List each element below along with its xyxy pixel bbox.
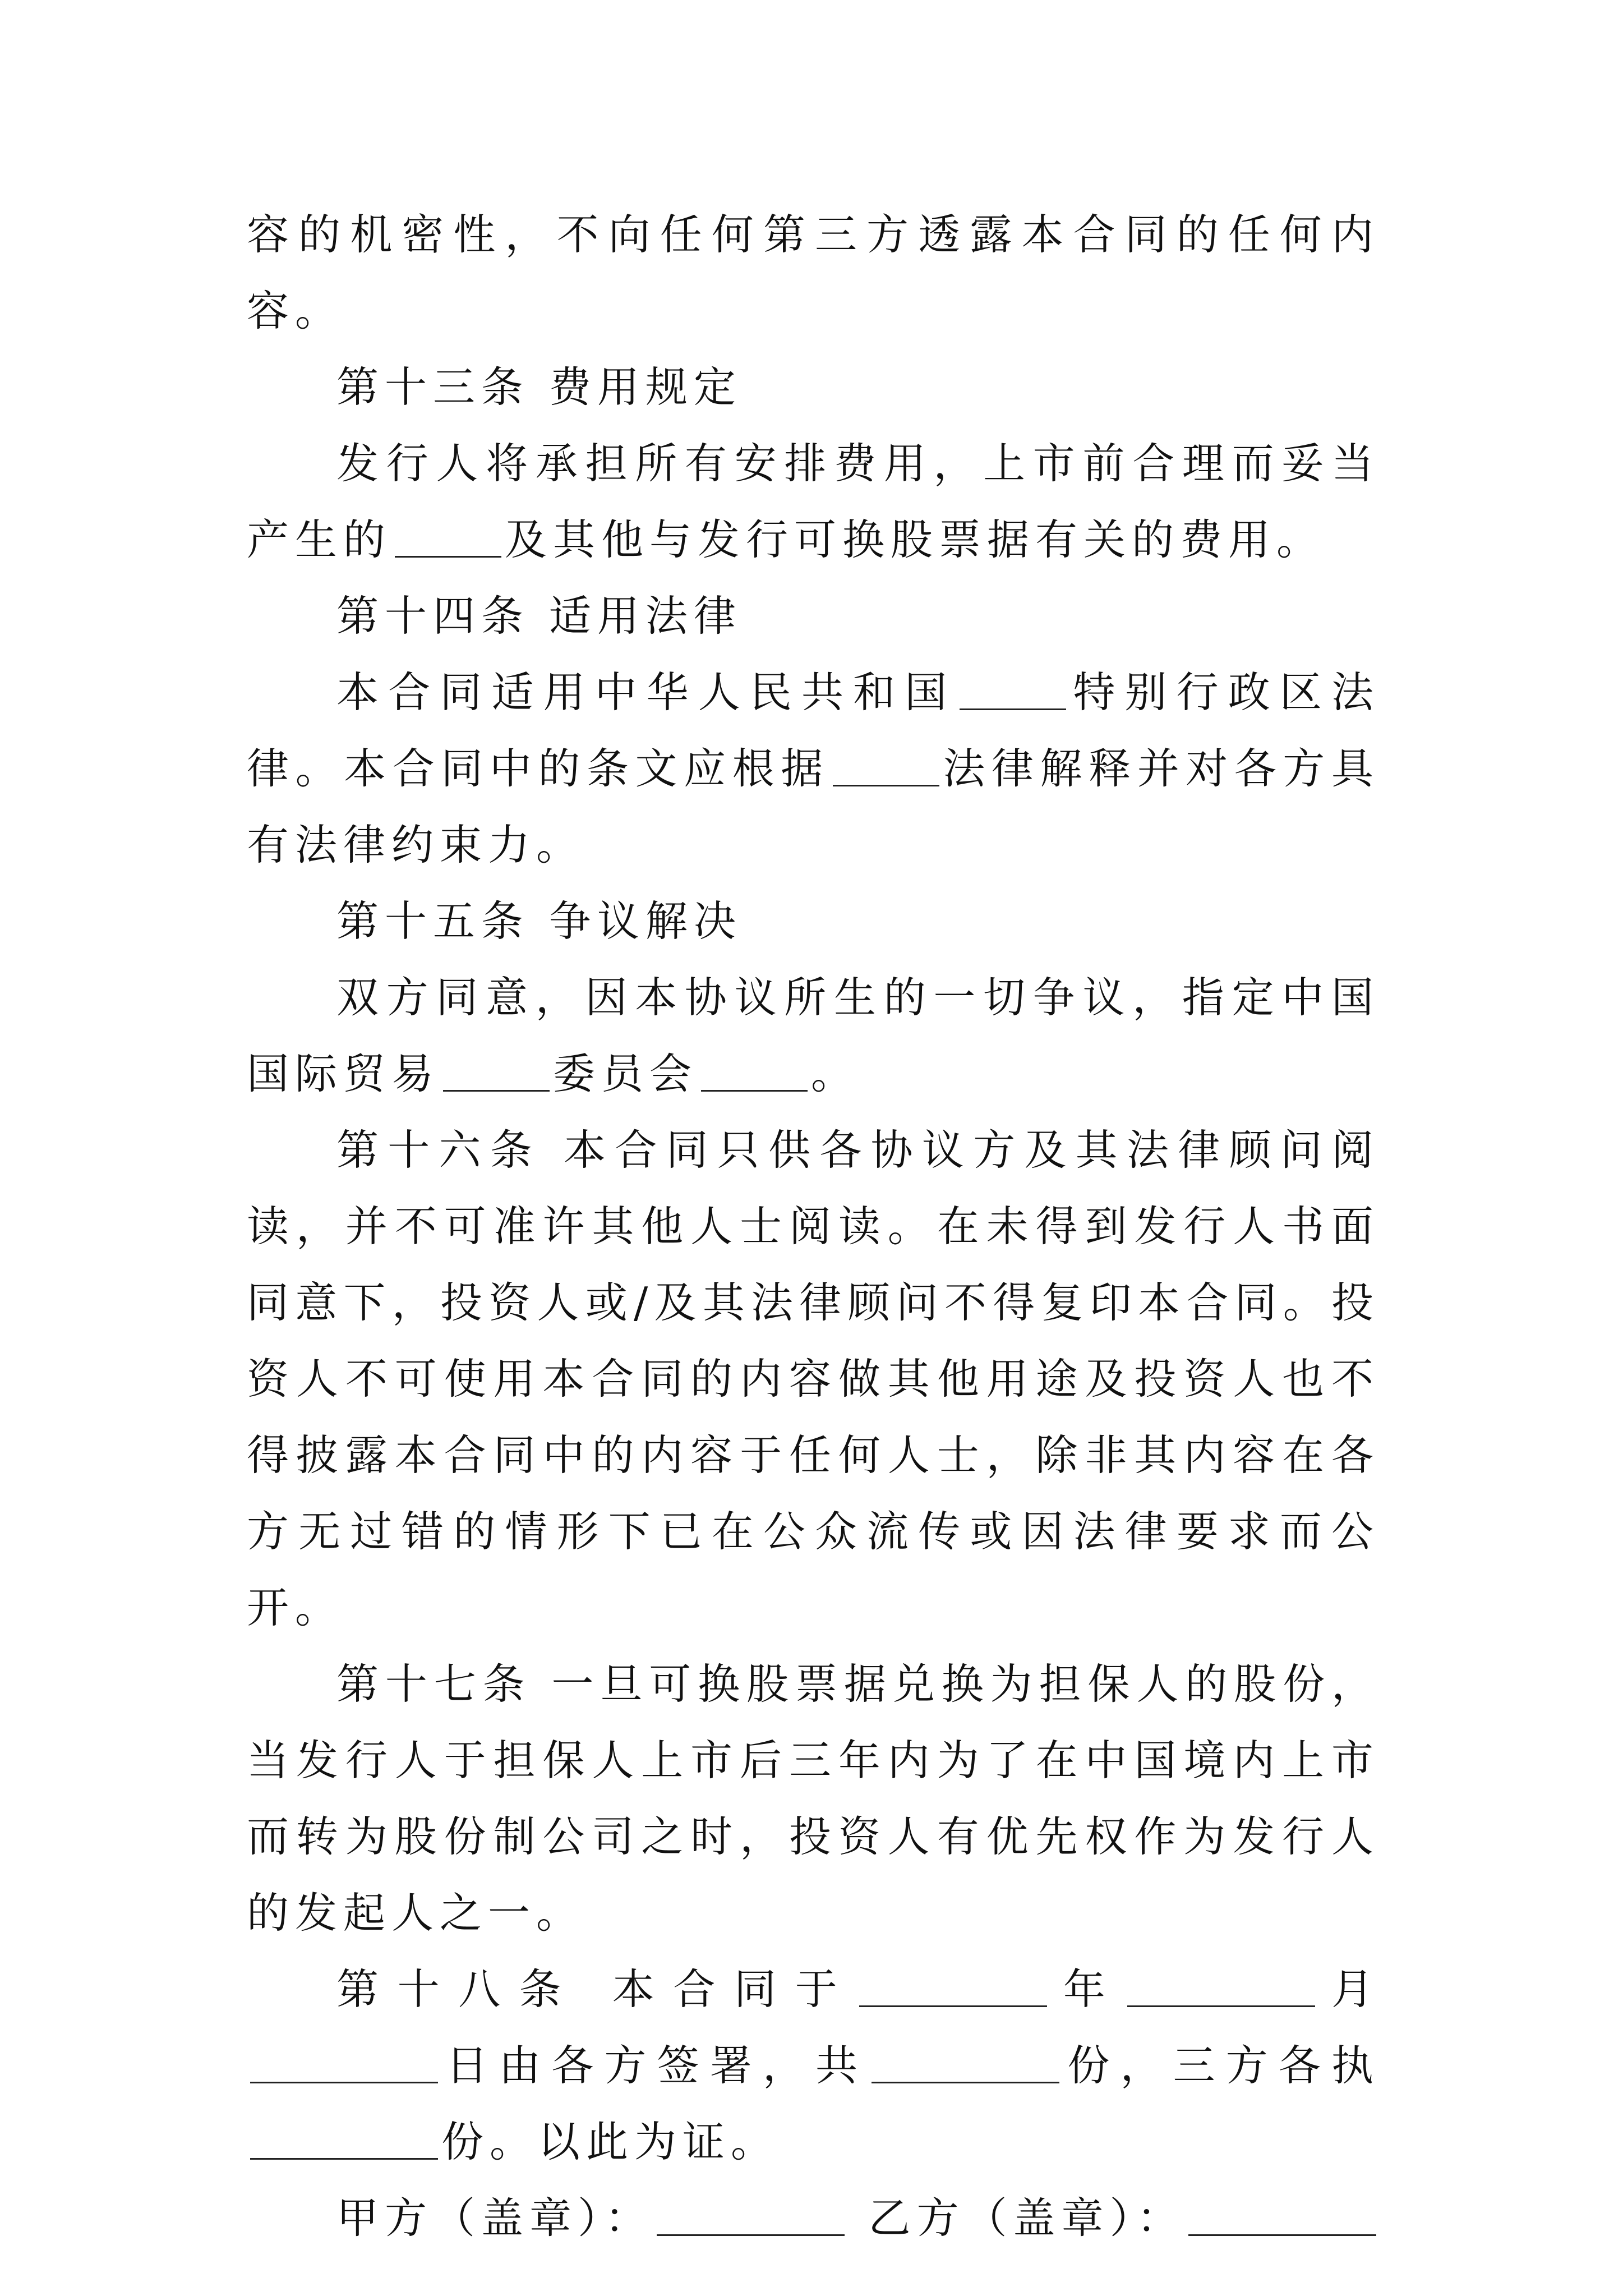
article-text: 份。以此为证。 — [441, 2117, 780, 2166]
party-a-seal-blank — [657, 2192, 845, 2236]
fill-blank — [833, 743, 939, 786]
fill-blank-year — [859, 1963, 1047, 2007]
article-text: 发行人将承担所有安排费用，上市前合理而妥当产生的 — [247, 439, 1380, 564]
article-15-body — [247, 959, 1380, 1112]
article-text: 。 — [811, 1049, 860, 1098]
paragraph-confidentiality-end — [247, 196, 1380, 349]
signature-row — [247, 2180, 1380, 2256]
article-text: 委员会 — [553, 1049, 698, 1098]
fill-blank-month — [1127, 1963, 1315, 2007]
document-body — [247, 196, 1380, 2256]
article-heading-text: 第十三条 费用规定 — [336, 362, 742, 412]
fill-blank — [443, 1048, 550, 1092]
article-13-heading — [247, 349, 1380, 425]
article-18 — [247, 1951, 1380, 2180]
article-text: 年 — [1050, 1964, 1124, 2014]
party-b-signature — [868, 2180, 1380, 2256]
fill-blank — [395, 514, 501, 558]
party-b-label: 乙方（盖章）： — [868, 2193, 1185, 2243]
article-13-body — [247, 425, 1380, 578]
article-text: 法律解释并对各方具有法律约束力。 — [247, 744, 1380, 869]
article-text: 月 — [1318, 1964, 1380, 2014]
article-text: 及其他与发行可换股票据有关的费用。 — [505, 515, 1325, 564]
article-14-heading — [247, 578, 1380, 654]
article-16 — [247, 1112, 1380, 1646]
fill-blank-copies — [872, 2040, 1059, 2083]
article-text: 第十七条 一旦可换股票据兑换为担保人的股份，当发行人于担保人上市后三年内为了在中国境内上市而转为股份制公司之时，投资人有优先权作为发行人的发起人之一。 — [247, 1659, 1380, 1938]
article-text: 第十八条 本合同于 — [336, 1964, 856, 2014]
article-text: 份，三方各执 — [1063, 2041, 1380, 2090]
article-14-body — [247, 654, 1380, 883]
fill-blank — [701, 1048, 808, 1092]
article-15-heading — [247, 883, 1380, 959]
article-text: 第十六条 本合同只供各协议方及其法律顾问阅读，并不可准许其他人士阅读。在未得到发行人书面同意下，投资人或/及其法律顾问不得复印本合同。投资人不可使用本合同的内容做其他用途及投资人也不得披露本合同中的内容于任何人士，除非其内容在各方无过错的情形下已在公众流传或因法律要求而公开。 — [247, 1125, 1380, 1632]
article-heading-text: 第十五条 争议解决 — [336, 896, 742, 946]
party-a-signature — [336, 2180, 848, 2256]
article-text: 日由各方签署，共 — [441, 2041, 869, 2090]
fill-blank-copies-each — [250, 2116, 438, 2160]
article-heading-text: 第十四条 适用法律 — [336, 591, 742, 641]
party-b-seal-blank — [1188, 2192, 1376, 2236]
fill-blank-day — [250, 2040, 438, 2083]
party-a-label: 甲方（盖章）： — [336, 2193, 653, 2243]
fill-blank — [960, 666, 1066, 710]
article-text: 双方同意，因本协议所生的一切争议，指定中国国际贸易 — [247, 973, 1380, 1098]
article-17 — [247, 1646, 1380, 1951]
article-text: 本合同适用中华人民共和国 — [336, 668, 957, 717]
paragraph-text: 容的机密性，不向任何第三方透露本合同的任何内容。 — [247, 210, 1380, 335]
article-text: 特别行政区法律。本合同中的条文应根据 — [247, 668, 1380, 793]
